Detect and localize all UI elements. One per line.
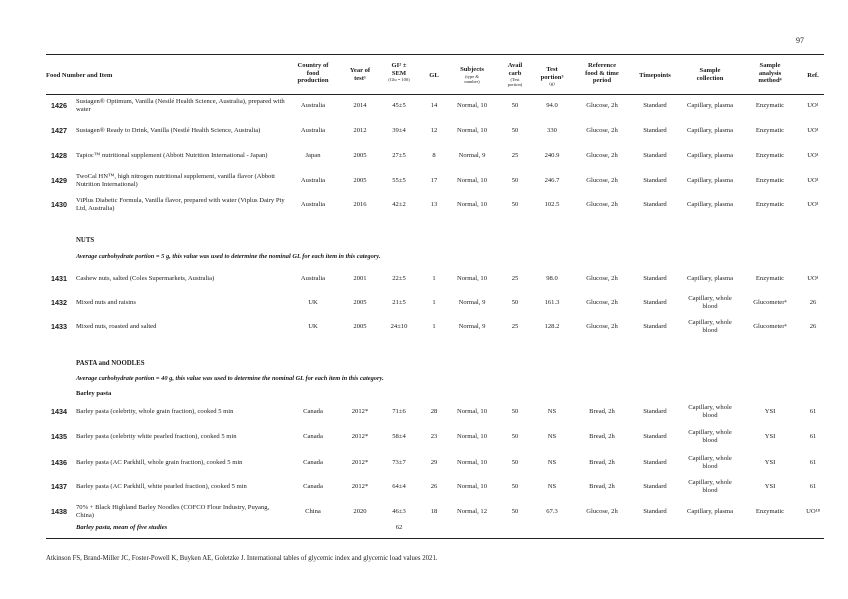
cell-carb: 50 — [511, 508, 519, 516]
cell-collection: Capillary, whole blood — [688, 455, 732, 470]
cell-ref: 61 — [809, 433, 817, 441]
cell-country: Australia — [300, 177, 326, 185]
cell-ref-food: Glucose, 2h — [586, 275, 618, 283]
table-row — [0, 425, 848, 449]
cell-ref-food: Glucose, 2h — [586, 152, 618, 160]
cell-num: 1430 — [51, 199, 67, 209]
cell-gi: 27±5 — [392, 152, 406, 160]
table-row — [0, 315, 848, 339]
mean-label: Barley pasta, mean of five studies — [76, 524, 168, 531]
cell-name: Tapioc™ nutritional supplement (Abbott Nutrition International - Japan) — [76, 152, 268, 160]
cell-ref: 61 — [809, 483, 817, 491]
cell-country: Australia — [300, 127, 326, 135]
cell-year: 2012* — [351, 433, 369, 441]
cell-method: YSI — [764, 459, 776, 467]
cell-gl: 1 — [432, 275, 436, 283]
table-row — [0, 500, 848, 524]
cell-collection: Capillary, plasma — [686, 177, 734, 185]
cell-name: Sustagen® Optimum, Vanilla (Nestlé Health Science, Australia), prepared with water — [76, 98, 285, 113]
cell-carb: 50 — [511, 459, 519, 467]
mean-value: 62 — [395, 524, 403, 531]
cell-timepoints: Standard — [643, 408, 667, 416]
cell-name: Mixed nuts and raisins — [76, 299, 136, 307]
cell-num: 1434 — [51, 406, 67, 416]
cell-carb: 50 — [511, 433, 519, 441]
cell-ref: 26 — [809, 299, 817, 307]
cell-gi: 71±6 — [392, 408, 406, 416]
cell-ref-food: Glucose, 2h — [586, 508, 618, 516]
cell-method: Enzymatic — [755, 508, 785, 516]
cell-timepoints: Standard — [643, 152, 667, 160]
cell-year: 2005 — [353, 299, 367, 307]
cell-ref: UO¹ — [807, 102, 819, 110]
cell-name: Barley pasta (AC Parkhill, whole grain fraction), cooked 5 min — [76, 459, 243, 467]
cell-num: 1432 — [51, 297, 67, 307]
cell-portion: 330 — [547, 127, 557, 135]
cell-carb: 25 — [511, 323, 519, 331]
header-carb: Avail carb (Test portion) — [507, 62, 523, 88]
cell-ref-food: Glucose, 2h — [586, 299, 618, 307]
cell-gi: 22±5 — [392, 275, 406, 283]
cell-country: Canada — [303, 483, 323, 491]
cell-collection: Capillary, plasma — [686, 275, 734, 283]
cell-portion: 240.9 — [544, 152, 560, 160]
cell-timepoints: Standard — [643, 433, 667, 441]
cell-ref-food: Glucose, 2h — [586, 127, 618, 135]
cell-timepoints: Standard — [643, 177, 667, 185]
cell-gi: 58±4 — [392, 433, 406, 441]
cell-method: YSI — [764, 433, 776, 441]
table-row — [0, 144, 848, 168]
cell-gl: 26 — [430, 483, 438, 491]
cell-name: Barley pasta (celebrity, whole grain fraction), cooked 5 min — [76, 408, 234, 416]
cell-num: 1427 — [51, 125, 67, 135]
cell-year: 2012* — [351, 483, 369, 491]
header-year: Year of test¹ — [349, 67, 371, 82]
cell-num: 1431 — [51, 273, 67, 283]
cell-method: Enzymatic — [755, 275, 785, 283]
cell-subjects: Normal, 10 — [456, 177, 488, 185]
cell-country: Canada — [303, 459, 323, 467]
cell-gi: 45±5 — [392, 102, 406, 110]
table-row — [0, 400, 848, 424]
cell-method: Enzymatic — [755, 152, 785, 160]
header-subjects: Subjects (type & number) — [460, 66, 484, 84]
cell-country: UK — [308, 299, 318, 307]
cell-name: TwoCal HN™, high nitrogen nutritional supplement, vanilla flavor (Abbott Nutrition International) — [76, 173, 276, 188]
cell-subjects: Normal, 10 — [456, 433, 488, 441]
cell-ref: 61 — [809, 408, 817, 416]
cell-portion: 67.3 — [546, 508, 558, 516]
cell-year: 2012* — [351, 459, 369, 467]
cell-collection: Capillary, whole blood — [688, 429, 732, 444]
section-title-pasta: PASTA and NOODLES — [76, 360, 145, 367]
cell-collection: Capillary, whole blood — [688, 319, 732, 334]
cell-collection: Capillary, plasma — [686, 508, 734, 516]
cell-portion: NS — [547, 459, 557, 467]
cell-ref: 61 — [809, 459, 817, 467]
cell-num: 1429 — [51, 175, 67, 185]
cell-ref-food: Glucose, 2h — [586, 177, 618, 185]
cell-method: Enzymatic — [755, 177, 785, 185]
cell-num: 1435 — [51, 431, 67, 441]
cell-year: 2016 — [353, 201, 367, 209]
cell-num: 1436 — [51, 457, 67, 467]
cell-portion: NS — [547, 433, 557, 441]
cell-carb: 50 — [511, 201, 519, 209]
table-row — [0, 291, 848, 315]
cell-country: UK — [308, 323, 318, 331]
cell-method: YSI — [764, 408, 776, 416]
cell-subjects: Normal, 10 — [456, 102, 488, 110]
cell-portion: 94.0 — [546, 102, 558, 110]
cell-portion: 102.5 — [544, 201, 560, 209]
cell-name: Mixed nuts, roasted and salted — [76, 323, 157, 331]
cell-portion: 98.0 — [546, 275, 558, 283]
table-bottom-rule — [46, 538, 824, 539]
cell-method: Glucometer⁴ — [753, 299, 787, 307]
cell-timepoints: Standard — [643, 102, 667, 110]
cell-year: 2005 — [353, 323, 367, 331]
table-row — [0, 169, 848, 193]
table-row — [0, 94, 848, 118]
cell-method: Enzymatic — [755, 127, 785, 135]
cell-year: 2005 — [353, 177, 367, 185]
cell-year: 2020 — [353, 508, 367, 516]
cell-collection: Capillary, plasma — [686, 152, 734, 160]
cell-subjects: Normal, 10 — [456, 483, 488, 491]
cell-ref-food: Bread, 2h — [589, 483, 615, 491]
cell-ref-food: Glucose, 2h — [586, 102, 618, 110]
cell-num: 1426 — [51, 100, 67, 110]
cell-gi: 46±3 — [392, 508, 406, 516]
cell-country: China — [305, 508, 321, 516]
cell-subjects: Normal, 10 — [456, 408, 488, 416]
cell-collection: Capillary, whole blood — [688, 404, 732, 419]
header-collection: Sample collection — [696, 67, 724, 82]
cell-gl: 28 — [430, 408, 438, 416]
cell-name: ViPlus Diabetic Formula, Vanilla flavor, prepared with water (Viplus Dairy Pty Ltd, Australia) — [76, 197, 285, 212]
cell-collection: Capillary, whole blood — [688, 295, 732, 310]
cell-num: 1438 — [51, 506, 67, 516]
cell-gi: 21±5 — [392, 299, 406, 307]
cell-ref: UO¹ — [807, 177, 819, 185]
cell-gl: 1 — [432, 323, 436, 331]
footer-citation: Atkinson FS, Brand-Miller JC, Foster-Powell K, Buyken AE, Goletzke J. International tables of glycemic index and glycemic load values 2021. — [46, 555, 438, 562]
cell-gl: 23 — [430, 433, 438, 441]
cell-ref-food: Bread, 2h — [589, 433, 615, 441]
cell-country: Australia — [300, 201, 326, 209]
cell-ref: 26 — [809, 323, 817, 331]
cell-carb: 50 — [511, 177, 519, 185]
cell-gl: 1 — [432, 299, 436, 307]
cell-subjects: Normal, 9 — [458, 299, 486, 307]
cell-subjects: Normal, 9 — [458, 323, 486, 331]
cell-carb: 25 — [511, 152, 519, 160]
cell-gl: 29 — [430, 459, 438, 467]
table-row — [0, 451, 848, 475]
table-row — [0, 193, 848, 217]
cell-name: Barley pasta (celebrity white pearled fraction), cooked 5 min — [76, 433, 237, 441]
cell-method: YSI — [764, 483, 776, 491]
section-note-pasta: Average carbohydrate portion = 40 g, this value was used to determine the nominal GL for each item in this category. — [76, 375, 384, 382]
cell-carb: 50 — [511, 483, 519, 491]
cell-gi: 73±7 — [392, 459, 406, 467]
cell-gl: 12 — [430, 127, 438, 135]
cell-num: 1437 — [51, 481, 67, 491]
header-gi: GI² ± SEM (Glu = 100) — [388, 62, 410, 83]
table-row — [0, 267, 848, 291]
cell-method: Glucometer⁴ — [753, 323, 787, 331]
cell-name: 70% + Black Highland Barley Noodles (COFCO Flour Industry, Puyang, China) — [76, 504, 270, 519]
cell-ref: UO¹ — [807, 127, 819, 135]
cell-carb: 50 — [511, 408, 519, 416]
cell-country: Canada — [303, 408, 323, 416]
cell-timepoints: Standard — [643, 201, 667, 209]
header-timepoints: Timepoints — [639, 72, 671, 79]
cell-method: Enzymatic — [755, 102, 785, 110]
cell-country: Australia — [300, 275, 326, 283]
cell-num: 1433 — [51, 321, 67, 331]
cell-gi: 64±4 — [392, 483, 406, 491]
cell-year: 2001 — [353, 275, 367, 283]
cell-subjects: Normal, 10 — [456, 275, 488, 283]
cell-subjects: Normal, 9 — [458, 152, 486, 160]
cell-collection: Capillary, plasma — [686, 102, 734, 110]
cell-portion: NS — [547, 408, 557, 416]
cell-collection: Capillary, plasma — [686, 127, 734, 135]
cell-collection: Capillary, plasma — [686, 201, 734, 209]
cell-ref-food: Glucose, 2h — [586, 201, 618, 209]
table-row — [0, 475, 848, 499]
cell-year: 2012 — [353, 127, 367, 135]
header-country: Country of food production — [297, 62, 329, 85]
header-method: Sample analysis method⁴ — [758, 62, 782, 85]
cell-gl: 14 — [430, 102, 438, 110]
cell-subjects: Normal, 10 — [456, 127, 488, 135]
cell-name: Cashew nuts, salted (Coles Supermarkets, Australia) — [76, 275, 215, 283]
cell-timepoints: Standard — [643, 459, 667, 467]
cell-portion: NS — [547, 483, 557, 491]
cell-timepoints: Standard — [643, 323, 667, 331]
cell-gl: 8 — [432, 152, 436, 160]
cell-ref: UO¹ — [807, 275, 819, 283]
cell-carb: 25 — [511, 275, 519, 283]
cell-ref-food: Glucose, 2h — [586, 323, 618, 331]
table-top-rule — [46, 54, 824, 55]
header-food: Food Number and Item — [46, 72, 113, 79]
cell-carb: 50 — [511, 299, 519, 307]
cell-portion: 128.2 — [544, 323, 560, 331]
cell-carb: 50 — [511, 127, 519, 135]
cell-gi: 55±5 — [392, 177, 406, 185]
cell-num: 1428 — [51, 150, 67, 160]
cell-year: 2005 — [353, 152, 367, 160]
cell-country: Australia — [300, 102, 326, 110]
cell-ref-food: Bread, 2h — [589, 408, 615, 416]
header-gl: GL — [429, 72, 439, 79]
cell-subjects: Normal, 10 — [456, 459, 488, 467]
cell-collection: Capillary, whole blood — [688, 479, 732, 494]
page-number: 97 — [796, 36, 804, 45]
cell-subjects: Normal, 10 — [456, 201, 488, 209]
cell-ref-food: Bread, 2h — [589, 459, 615, 467]
cell-country: Japan — [305, 152, 321, 160]
cell-timepoints: Standard — [643, 275, 667, 283]
cell-gi: 39±4 — [392, 127, 406, 135]
cell-ref: UO¹⁸ — [806, 508, 820, 516]
cell-gi: 24±10 — [390, 323, 408, 331]
cell-ref: UO¹ — [807, 152, 819, 160]
header-reference: Reference food & time period — [585, 62, 619, 85]
cell-timepoints: Standard — [643, 483, 667, 491]
cell-name: Barley pasta (AC Parkhill, white pearled fraction), cooked 5 min — [76, 483, 247, 491]
cell-gl: 13 — [430, 201, 438, 209]
section-title-nuts: NUTS — [76, 237, 95, 244]
cell-name: Sustagen® Ready to Drink, Vanilla (Nestlé Health Science, Australia) — [76, 127, 261, 135]
cell-subjects: Normal, 12 — [456, 508, 488, 516]
cell-timepoints: Standard — [643, 508, 667, 516]
section-note-nuts: Average carbohydrate portion = 5 g, this value was used to determine the nominal GL for each item in this category. — [76, 253, 381, 260]
cell-timepoints: Standard — [643, 299, 667, 307]
subheading-barley-pasta: Barley pasta — [76, 390, 112, 397]
cell-year: 2014 — [353, 102, 367, 110]
cell-portion: 161.3 — [544, 299, 560, 307]
cell-portion: 246.7 — [544, 177, 560, 185]
cell-country: Canada — [303, 433, 323, 441]
cell-gl: 17 — [430, 177, 438, 185]
cell-carb: 50 — [511, 102, 519, 110]
cell-timepoints: Standard — [643, 127, 667, 135]
cell-gl: 18 — [430, 508, 438, 516]
cell-year: 2012* — [351, 408, 369, 416]
cell-method: Enzymatic — [755, 201, 785, 209]
cell-ref: UO¹ — [807, 201, 819, 209]
header-ref: Ref. — [807, 72, 819, 79]
table-row — [0, 119, 848, 143]
header-portion: Test portion³ (g) — [540, 66, 564, 87]
cell-gi: 42±2 — [392, 201, 406, 209]
